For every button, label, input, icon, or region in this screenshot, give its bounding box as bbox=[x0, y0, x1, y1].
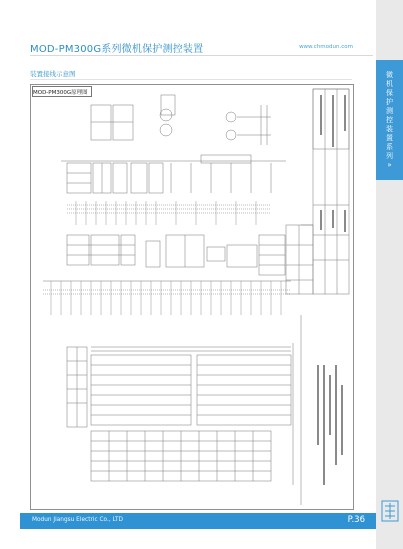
sidebar-char: 置 bbox=[386, 133, 393, 142]
sidebar-char: 列 bbox=[386, 151, 393, 160]
sidebar-char: 装 bbox=[386, 124, 393, 133]
header-url-link[interactable]: www.chmodun.com bbox=[299, 44, 353, 50]
header-divider bbox=[30, 55, 373, 56]
sidebar-char: 测 bbox=[386, 106, 393, 115]
page-number: P.36 bbox=[347, 515, 365, 525]
section-divider bbox=[30, 79, 352, 80]
title-block-top bbox=[313, 89, 349, 294]
sidebar-char: 微 bbox=[386, 70, 393, 79]
section-title: 装置接线示意图 bbox=[30, 70, 76, 78]
diagram-caption: MOD-PM300G原理图 bbox=[33, 90, 88, 96]
wiring-diagram-drawing bbox=[31, 85, 353, 509]
sidebar-category-tab[interactable] bbox=[376, 60, 403, 180]
sidebar-char: 保 bbox=[386, 88, 393, 97]
page-header-title: MOD-PM300G系列微机保护测控装置 bbox=[30, 44, 204, 55]
wiring-diagram-frame bbox=[30, 84, 354, 510]
sidebar-char: 护 bbox=[386, 97, 393, 106]
sidebar-char: 控 bbox=[386, 115, 393, 124]
brand-seal-icon bbox=[379, 499, 401, 523]
chevron-right-icon: » bbox=[387, 160, 392, 169]
sidebar-char: 系 bbox=[386, 142, 393, 151]
sidebar-char: 机 bbox=[386, 79, 393, 88]
footer-company-name: Modun Jiangsu Electric Co., LTD bbox=[32, 517, 123, 523]
